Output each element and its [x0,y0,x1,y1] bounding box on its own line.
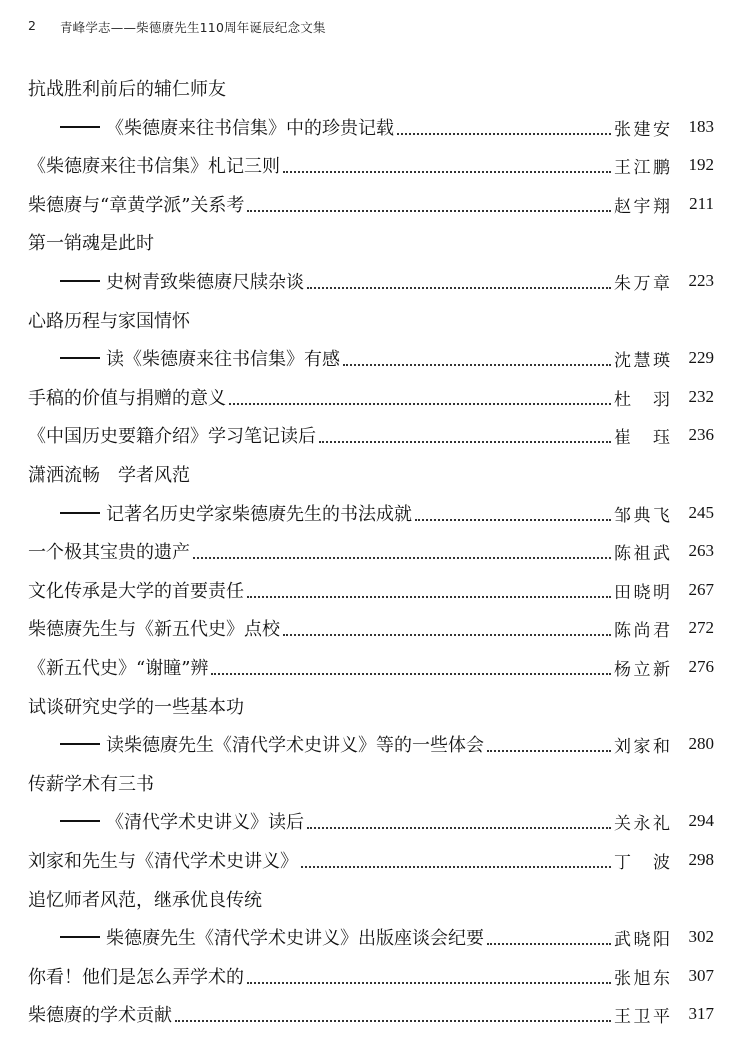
subtitle-dash [60,936,100,938]
toc-entry [0,652,750,682]
dot-leader [247,964,611,984]
dot-leader [487,732,611,752]
toc-heading-text: 心路历程与家国情怀 [28,311,190,332]
toc-heading [0,884,750,914]
toc-entry [0,845,750,875]
toc-entry-author: 陈尚君 [614,620,670,641]
toc-entry-page: 183 [688,117,714,136]
toc-heading-text: 试谈研究史学的一些基本功 [28,697,244,718]
toc-entry-page: 280 [688,734,714,753]
toc-entry [0,112,750,142]
toc-entry-page: 229 [688,348,714,367]
subtitle-dash [60,126,100,128]
toc-entry-author: 赵宇翔 [614,196,670,217]
toc-entry-title: 《中国历史要籍介绍》学习笔记读后 [28,426,316,447]
toc-entry-page: 298 [688,850,714,869]
header-book-title: 青峰学志——柴德赓先生110周年诞辰纪念文集 [59,20,326,35]
toc-entry-title: 柴德赓的学术贡献 [28,1005,172,1026]
toc-entry-author: 刘家和 [614,736,670,757]
toc-entry [0,961,750,991]
toc-entry [0,575,750,605]
toc-entry-title: 刘家和先生与《清代学术史讲义》 [28,851,298,872]
toc-entry-title: 柴德赓与“章黄学派”关系考 [28,195,245,216]
toc-entry-page: 317 [688,1004,714,1023]
toc-entry-title: 《清代学术史讲义》读后 [106,812,304,833]
toc-entry-page: 294 [688,811,714,830]
toc-entry-author: 杨立新 [614,659,670,680]
toc-entry-title: 一个极其宝贵的遗产 [28,542,190,563]
toc-entry-page: 302 [688,927,714,946]
toc-entry-title: 手稿的价值与捐赠的意义 [28,388,226,409]
toc-entry-author: 朱万章 [614,273,670,294]
toc-entry-author: 杜羽 [614,389,670,410]
toc-entry-page: 276 [688,657,714,676]
toc-entry-title: 史树青致柴德赓尺牍杂谈 [106,272,304,293]
toc-entry-title: 《柴德赓来往书信集》中的珍贵记载 [106,118,394,139]
toc-entry-title: 《柴德赓来往书信集》札记三则 [28,156,280,177]
toc-entry-title: 柴德赓先生《清代学术史讲义》出版座谈会纪要 [106,928,484,949]
toc-entry-author: 崔珏 [614,427,670,448]
toc-heading-text: 追忆师者风范，继承优良传统 [28,890,262,911]
dot-leader [283,153,611,173]
toc-entry [0,806,750,836]
subtitle-dash [60,512,100,514]
dot-leader [211,655,611,675]
toc-entry-author: 丁波 [614,852,670,873]
toc-entry-author: 陈祖武 [614,543,670,564]
toc-heading-text: 抗战胜利前后的辅仁师友 [28,79,226,100]
dot-leader [319,423,611,443]
dot-leader [415,501,611,521]
toc-heading [0,227,750,257]
dot-leader [307,809,611,829]
dot-leader [193,539,611,559]
toc-entry-author: 王卫平 [614,1006,670,1027]
toc-entry-author: 武晓阳 [614,929,670,950]
running-header [28,18,326,36]
toc-heading [0,768,750,798]
subtitle-dash [60,357,100,359]
toc-entry-author: 田晓明 [614,582,670,603]
dot-leader [175,1002,611,1022]
toc-entry [0,189,750,219]
toc-entry-title: 《新五代史》“谢瞳”辨 [28,658,209,679]
toc-entry-author: 邹典飞 [614,505,670,526]
toc-entry-title: 文化传承是大学的首要责任 [28,581,244,602]
toc-entry-page: 245 [688,503,714,522]
toc-entry-page: 272 [688,618,714,637]
toc-entry-author: 张旭东 [614,968,670,989]
toc-entry-title: 你看！他们是怎么弄学术的 [28,967,244,988]
toc-entry [0,382,750,412]
toc-entry-author: 王江鹏 [614,157,670,178]
dot-leader [283,616,611,636]
toc-entry-title: 读柴德赓先生《清代学术史讲义》等的一些体会 [106,735,484,756]
toc-heading-text: 潇洒流畅 学者风范 [28,465,190,486]
toc-heading-text: 第一销魂是此时 [28,233,154,254]
toc-entry-page: 223 [688,271,714,290]
dot-leader [343,346,611,366]
subtitle-dash [60,280,100,282]
toc-heading-text: 传薪学术有三书 [28,774,154,795]
toc-entry [0,150,750,180]
toc-entry-author: 沈慧瑛 [614,350,670,371]
toc-entry-page: 263 [688,541,714,560]
toc-entry-page: 192 [688,155,714,174]
toc-entry [0,999,750,1029]
toc-entry [0,343,750,373]
dot-leader [397,115,611,135]
toc-entry [0,536,750,566]
toc-entry-title: 柴德赓先生与《新五代史》点校 [28,619,280,640]
toc-heading [0,305,750,335]
toc-entry [0,613,750,643]
toc-entry-author: 张建安 [614,119,670,140]
toc-entry-page: 236 [688,425,714,444]
dot-leader [229,385,611,405]
toc-entry [0,498,750,528]
toc-entry-title: 读《柴德赓来往书信集》有感 [106,349,340,370]
dot-leader [301,848,611,868]
toc-entry-title: 记著名历史学家柴德赓先生的书法成就 [106,504,412,525]
toc-heading [0,73,750,103]
toc-entry-page: 267 [688,580,714,599]
header-page-number: 2 [28,18,36,33]
toc-entry [0,729,750,759]
toc-entry [0,420,750,450]
dot-leader [307,269,611,289]
dot-leader [487,925,611,945]
toc-heading [0,459,750,489]
toc-entry [0,922,750,952]
subtitle-dash [60,820,100,822]
toc-heading [0,691,750,721]
toc-entry [0,266,750,296]
toc-entry-author: 关永礼 [614,813,670,834]
dot-leader [247,192,611,212]
dot-leader [247,578,611,598]
subtitle-dash [60,743,100,745]
toc-entry-page: 232 [688,387,714,406]
toc-entry-page: 211 [689,194,714,213]
toc-entry-page: 307 [688,966,714,985]
